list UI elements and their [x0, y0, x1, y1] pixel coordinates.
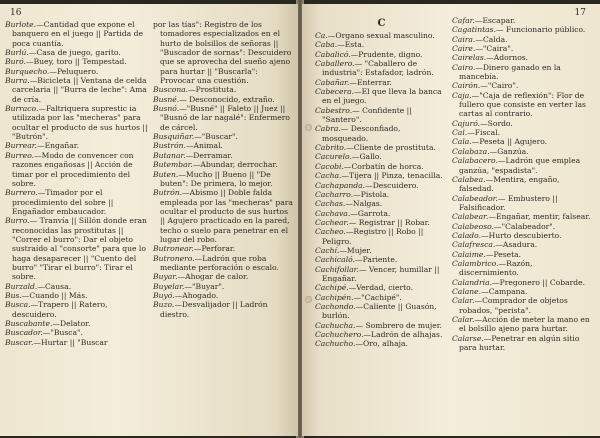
entry-definition: —Acción de meter la mano en el bolsillo ajeno para hurtar. — [459, 315, 590, 334]
dictionary-entry — [452, 334, 592, 353]
entry-definition: —"Caja de reflexión": Flor de fullero que consiste en verter las cartas al contrario. — [459, 90, 586, 119]
entry-headword: Calambrico. — [452, 258, 499, 268]
entry-headword: Cacharro. — [315, 189, 354, 199]
entry-headword: Cabestro. — [315, 105, 353, 115]
entry-definition: —Causa. — [37, 281, 72, 291]
dictionary-entry — [452, 147, 592, 156]
entry-headword: Bustrón. — [153, 141, 186, 151]
entry-headword: Cachucho. — [315, 339, 356, 349]
dictionary-entry — [452, 25, 592, 34]
section-letter: C — [377, 18, 386, 29]
entry-headword: Buten. — [153, 169, 179, 179]
dictionary-entry — [5, 338, 149, 347]
entry-definition: —Fiscal. — [467, 128, 500, 138]
entry-headword: Cachear. — [315, 217, 349, 227]
entry-definition: —Razón, discernimiento. — [459, 258, 533, 278]
dictionary-entry — [315, 181, 448, 190]
entry-headword: Buyó. — [153, 290, 175, 300]
dictionary-entry — [153, 85, 293, 94]
entry-definition: —Peseta. — [485, 249, 522, 259]
entry-headword: Calabea. — [452, 174, 486, 184]
entry-definition: —Timador por el procedimiento del sobre || Engañador embaucador. — [12, 188, 114, 216]
dictionary-entry — [315, 152, 448, 161]
entry-headword: Buyelar. — [153, 281, 185, 291]
dictionary-entry — [5, 319, 149, 328]
dictionary-entry — [153, 282, 293, 291]
dictionary-entry — [315, 143, 448, 152]
dictionary-entry — [315, 265, 448, 284]
dictionary-entry — [452, 240, 592, 249]
dictionary-entry — [315, 171, 448, 180]
entry-definition: —Peluquero. — [49, 66, 99, 76]
entry-headword: Cafar. — [452, 16, 475, 25]
entry-definition: —El que lleva la banca en el juego. — [322, 87, 442, 106]
entry-headword: Burlú. — [5, 48, 29, 58]
left-page — [0, 4, 298, 436]
dictionary-entry — [315, 162, 448, 171]
entry-headword: Buzo. — [153, 300, 175, 310]
entry-definition: —Mentira, engaño, falsedad. — [459, 174, 560, 194]
entry-definition: — Registrar || Robar. — [348, 217, 430, 227]
entry-headword: Cachapanda. — [315, 180, 366, 190]
entry-definition: —Cantidad que expone el banquero en el juego || Partida de poca cuantía. — [12, 20, 143, 48]
entry-definition: —Engañar, mentir, falsear. — [488, 212, 591, 222]
entry-headword: Busquiñar. — [153, 132, 195, 142]
entry-definition: —Engañar. — [36, 141, 80, 151]
entry-headword: Calabeador. — [452, 193, 498, 203]
entry-headword: Cagatintas. — [452, 25, 496, 35]
entry-definition: — Funcionario público. — [496, 25, 586, 35]
entry-headword: Cala. — [452, 137, 472, 147]
binding-hole — [305, 296, 312, 303]
dictionary-entry — [452, 212, 592, 221]
entry-definition: —Garrota. — [350, 208, 391, 218]
entry-headword: Ca. — [315, 31, 328, 40]
entry-headword: Cal. — [452, 128, 468, 138]
dictionary-entry — [452, 156, 592, 175]
entry-headword: Cajuró. — [452, 118, 481, 128]
entry-headword: Cachipé. — [315, 283, 349, 293]
entry-definition: —Trapero || Ratero, descuidero. — [12, 300, 108, 319]
entry-definition: —Mucho || Bueno || "De buten": De primera, lo mejor. — [160, 169, 273, 188]
entry-headword: Calabacero. — [452, 156, 498, 166]
entry-headword: Burzald. — [5, 281, 38, 291]
entry-headword: Calado. — [452, 230, 482, 240]
entry-definition: —Oro, alhaja. — [355, 339, 408, 349]
entry-definition: —Gallo. — [351, 152, 382, 162]
entry-definition: —Bicicleta || Ventana de celda carcelaria || "Burra de leche": Ama de cría. — [12, 76, 147, 104]
entry-definition: —Esta. — [337, 40, 365, 50]
entry-definition: —Derramar. — [185, 150, 233, 160]
entry-definition: —"Cairo". — [480, 81, 519, 91]
entry-headword: Cachuchero. — [315, 330, 364, 339]
dictionary-entry — [5, 57, 149, 66]
entry-headword: Cabra. — [315, 124, 341, 134]
dictionary-entry — [452, 16, 592, 25]
dictionary-entry — [153, 254, 293, 273]
left-column-1 — [5, 20, 149, 347]
entry-headword: Cairón. — [452, 81, 481, 91]
dictionary-entry — [153, 95, 293, 104]
entry-definition: —Ladrón que roba mediante perforación o escalo. — [160, 253, 279, 272]
entry-headword: Buró. — [5, 57, 26, 67]
entry-headword: Cacheo. — [315, 227, 346, 237]
entry-headword: Burquecho. — [5, 66, 50, 76]
entry-headword: Calar. — [452, 315, 475, 324]
entry-headword: Burro. — [5, 216, 30, 226]
entry-headword: Burra. — [5, 76, 30, 86]
dictionary-entry — [452, 175, 592, 194]
entry-definition: —"Caira". — [475, 44, 514, 54]
dictionary-entry — [315, 227, 448, 246]
dictionary-entry — [452, 259, 592, 278]
dictionary-entry — [153, 104, 293, 132]
dictionary-entry — [315, 199, 448, 208]
entry-definition: —Prostituta. — [188, 85, 237, 95]
entry-definition: —Tijera || Pinza, tenacilla. — [341, 171, 443, 181]
entry-definition: — "Caballero de industria": Estafador, ladrón. — [322, 59, 434, 78]
dictionary-entry — [5, 328, 149, 337]
entry-headword: Cachucha. — [315, 320, 356, 330]
entry-definition: —Pregonero || Cobarde. — [492, 277, 586, 287]
entry-definition: —Modo de convencer con razones engañosas || Acción de timar por el procedimiento del sobre. — [12, 150, 134, 188]
entry-headword: Calar. — [452, 296, 475, 306]
entry-headword: Cacurelo. — [315, 152, 352, 162]
dictionary-entry — [315, 31, 448, 40]
dictionary-entry — [153, 160, 293, 169]
right-column-1 — [315, 16, 448, 349]
dictionary-entry — [315, 283, 448, 292]
entry-headword: Calane. — [452, 286, 482, 296]
dictionary-entry — [153, 300, 293, 319]
entry-definition: —Escapar. — [474, 16, 516, 25]
dictionary-entry — [153, 291, 293, 300]
dictionary-entry — [315, 339, 448, 348]
dictionary-entry — [5, 67, 149, 76]
entry-definition: —Calda. — [475, 34, 508, 44]
dictionary-entry — [452, 194, 592, 213]
entry-definition: —Cuando || Más. — [21, 290, 88, 300]
entry-definition: — Embustero || Falsificador. — [459, 193, 558, 212]
dictionary-entry — [315, 302, 448, 321]
dictionary-entry — [452, 91, 592, 119]
entry-headword: Cacobi. — [315, 161, 344, 171]
entry-definition: —Hurto descubierto. — [481, 230, 562, 240]
entry-headword: Calafresca. — [452, 240, 496, 250]
entry-definition: —Corbatín de horca. — [343, 161, 424, 171]
dictionary-entry — [452, 287, 592, 296]
dictionary-entry — [315, 78, 448, 87]
dictionary-entry — [5, 104, 149, 141]
entry-definition: —Registro || Robo || Peligro. — [322, 227, 424, 246]
entry-headword: Caba. — [315, 40, 338, 50]
dictionary-entry — [315, 124, 448, 143]
dictionary-entry — [315, 321, 448, 330]
dictionary-entry — [153, 188, 293, 244]
entry-definition: —Animal. — [185, 141, 223, 151]
entry-definition: — Confidente || "Santero". — [322, 105, 412, 125]
entry-headword: Cabañar. — [315, 77, 350, 87]
entry-definition: —Abundar, derrochar. — [192, 160, 278, 170]
dictionary-entry — [5, 291, 149, 300]
entry-headword: Butronero. — [153, 253, 195, 263]
entry-headword: Caire. — [452, 44, 476, 54]
entry-definition: —Mujer. — [339, 245, 372, 255]
entry-definition: —Abismo || Doble falda empleada por las "mecheras" para ocultar el producto de sus hurtos || Agujero practicado en la pared, techo o suelo para penetrar en el lugar del robo. — [160, 188, 293, 244]
entry-definition: — Vencer, humillar || Engañar. — [322, 264, 440, 283]
entry-headword: Cairelas. — [452, 53, 487, 63]
dictionary-entry — [452, 278, 592, 287]
entry-headword: Cacha. — [315, 171, 342, 181]
dictionary-entry — [452, 315, 592, 334]
entry-headword: Buscar. — [5, 337, 34, 347]
entry-definition: —Adornos. — [486, 53, 529, 63]
dictionary-entry — [315, 209, 448, 218]
entry-headword: Buyar. — [153, 272, 178, 282]
dictionary-entry — [452, 296, 592, 315]
dictionary-entry — [5, 300, 149, 319]
entry-definition: —Enterrar. — [349, 77, 392, 87]
entry-headword: Busca. — [5, 300, 31, 310]
dictionary-entry — [315, 255, 448, 264]
entry-definition: —Campana. — [481, 286, 528, 296]
dictionary-entry — [315, 87, 448, 106]
entry-headword: Caira. — [452, 34, 476, 44]
entry-definition: —Desvalijador || Ladrón diestro. — [160, 300, 268, 319]
entry-definition: —Penetrar en algún sitio para hurtar. — [459, 333, 580, 353]
dictionary-entry — [5, 216, 149, 281]
entry-definition: —Buey, toro || Tempestad. — [25, 57, 127, 67]
entry-definition: —Organo sexual masculino. — [327, 31, 435, 40]
entry-headword: Cabrito. — [315, 143, 347, 153]
entry-definition: —"Cachipé". — [353, 292, 402, 302]
entry-headword: Cachí. — [315, 245, 340, 255]
entry-headword: Busné. — [153, 94, 180, 104]
entry-definition: —Perforar. — [193, 244, 236, 254]
dictionary-entry — [452, 35, 592, 44]
dictionary-entry — [452, 53, 592, 62]
entry-definition: —Ladrón que emplea ganzúa, "espadista". — [459, 156, 581, 175]
dictionary-entry — [153, 272, 293, 281]
right-page-number: 17 — [574, 8, 586, 18]
entry-headword: Cabecera. — [315, 87, 355, 97]
entry-headword: Caballero. — [315, 59, 355, 69]
dictionary-entry — [452, 250, 592, 259]
dictionary-entry — [315, 293, 448, 302]
entry-definition: —"Busca". — [42, 328, 83, 338]
entry-headword: Cachifollar. — [315, 264, 359, 274]
entry-headword: Cabalicó. — [315, 49, 351, 59]
dictionary-entry — [153, 151, 293, 160]
entry-definition: —"Calabeador". — [493, 221, 556, 231]
entry-definition: —Hurtar || "Buscar — [33, 337, 108, 347]
entry-definition: —Ganzúa. — [489, 146, 529, 156]
dictionary-entry — [452, 128, 592, 137]
entry-definition: —Comprador de objetos robados, "perista". — [459, 296, 568, 315]
entry-definition: —Prudente, digno. — [350, 49, 423, 59]
dictionary-entry — [452, 119, 592, 128]
dictionary-entry — [452, 231, 592, 240]
dictionary-entry — [452, 63, 592, 82]
entry-headword: Buscador. — [5, 328, 43, 338]
entry-definition: —Ahogado. — [174, 290, 219, 300]
entry-definition: —Ahogar de calor. — [177, 272, 249, 282]
dictionary-entry — [315, 40, 448, 49]
entry-headword: Burrero. — [5, 188, 38, 198]
entry-headword: Cachas. — [315, 199, 346, 209]
entry-definition: —Sordo. — [480, 118, 513, 128]
left-column-2 — [153, 20, 293, 319]
entry-definition: —Peseta || Agujero. — [471, 137, 548, 147]
entry-headword: Butrón. — [153, 188, 183, 198]
dictionary-entry — [452, 44, 592, 53]
right-page — [302, 4, 600, 436]
entry-definition: —"Buyar". — [184, 281, 225, 291]
dictionary-entry — [315, 59, 448, 78]
entry-headword: Butronear. — [153, 244, 194, 254]
dictionary-entry — [315, 190, 448, 199]
entry-headword: Cachipén. — [315, 292, 354, 302]
entry-headword: Caja. — [452, 90, 472, 100]
entry-headword: Calabeoso. — [452, 221, 494, 231]
dictionary-entry — [452, 222, 592, 231]
entry-headword: Burlote. — [5, 20, 37, 29]
entry-headword: Buscabante. — [5, 319, 53, 328]
dictionary-entry — [452, 81, 592, 90]
left-page-number: 16 — [10, 8, 22, 18]
entry-definition: —Descuidero. — [365, 180, 419, 190]
entry-definition: —Pistola. — [353, 189, 390, 199]
dictionary-entry — [5, 48, 149, 57]
dictionary-entry — [315, 106, 448, 125]
entry-headword: Burrear. — [5, 141, 37, 151]
entry-definition: —Nalgas. — [345, 199, 383, 209]
entry-definition: por las tías": Registro de los tomadores especializados en el hurto de bolsillos de señoras || "Buscador de sornas": Descuidero que se aprovecha del sueño ajeno para hurtar || "Buscarla": Provocar una cuestión. — [153, 20, 292, 86]
entry-headword: Calabaza. — [452, 146, 490, 156]
dictionary-entry — [153, 244, 293, 253]
dictionary-entry — [153, 141, 293, 150]
entry-definition: —"Buscar". — [194, 132, 238, 142]
entry-headword: Cachondo. — [315, 301, 356, 311]
entry-definition: —Ladrón de alhajas. — [363, 330, 443, 339]
entry-headword: Burraco. — [5, 104, 39, 114]
dictionary-entry — [315, 50, 448, 59]
entry-headword: Butembar. — [153, 160, 193, 170]
dictionary-entry — [315, 218, 448, 227]
dictionary-entry — [5, 20, 149, 48]
dictionary-entry — [153, 170, 293, 189]
entry-definition: —"Busné" || Faleto || Juez || "Busnó de lar nagalé": Enfermero de cárcel. — [160, 104, 290, 132]
dictionary-entry — [5, 188, 149, 216]
dictionary-entry — [315, 330, 448, 339]
entry-headword: Calabear. — [452, 212, 489, 222]
entry-definition: —Caliente || Guasón, burlón. — [322, 301, 437, 321]
dictionary-entry — [315, 246, 448, 255]
entry-headword: Bus. — [5, 290, 22, 300]
dictionary-entry — [153, 20, 293, 85]
entry-definition: — Tranvía || Sillón donde eran reconocidas las prostitutas || "Correr el burro": Dar el objeto sustraído al "consorte" para que lo haga desaparecer || "Cuento del burro" "Tirar el burro": Tirar el sobre. — [12, 216, 147, 282]
entry-headword: Calandria. — [452, 277, 493, 287]
dictionary-entry — [5, 141, 149, 150]
entry-headword: Busnó. — [153, 104, 180, 114]
dictionary-entry — [5, 151, 149, 188]
entry-headword: Cachicaló. — [315, 255, 355, 265]
entry-definition: —Asadura. — [495, 240, 538, 250]
entry-definition: —Delator. — [52, 319, 91, 328]
entry-headword: Calarse. — [452, 333, 484, 343]
right-column-2 — [452, 16, 592, 352]
entry-definition: —Pariente. — [354, 255, 398, 265]
entry-definition: — Sombrero de mujer. — [355, 320, 442, 330]
entry-headword: Buscona. — [153, 85, 189, 95]
dictionary-entry — [5, 282, 149, 291]
entry-definition: —Dinero ganado en la mancebía. — [459, 62, 561, 82]
entry-definition: —Cliente de prostituta. — [346, 143, 436, 153]
entry-headword: Burreo. — [5, 150, 35, 160]
entry-headword: Cairo. — [452, 62, 476, 72]
dictionary-entry — [5, 76, 149, 104]
entry-definition: —Casa de juego, garito. — [28, 48, 121, 58]
binding-hole — [305, 124, 312, 131]
entry-definition: —Faltriquera suprestic ia utilizada por las "mecheras" para ocultar el producto de sus hurtos || "Butrón". — [12, 104, 148, 142]
entry-headword: Butanar. — [153, 150, 186, 160]
entry-definition: —Verdad, cierto. — [348, 283, 413, 293]
dictionary-entry — [153, 132, 293, 141]
dictionary-entry — [452, 137, 592, 146]
entry-definition: — Desconfiado, mosqueado. — [322, 124, 401, 143]
entry-definition: — Desconocido, extraño. — [179, 94, 275, 104]
entry-headword: Cachava. — [315, 208, 351, 218]
entry-headword: Calaime. — [452, 249, 486, 259]
